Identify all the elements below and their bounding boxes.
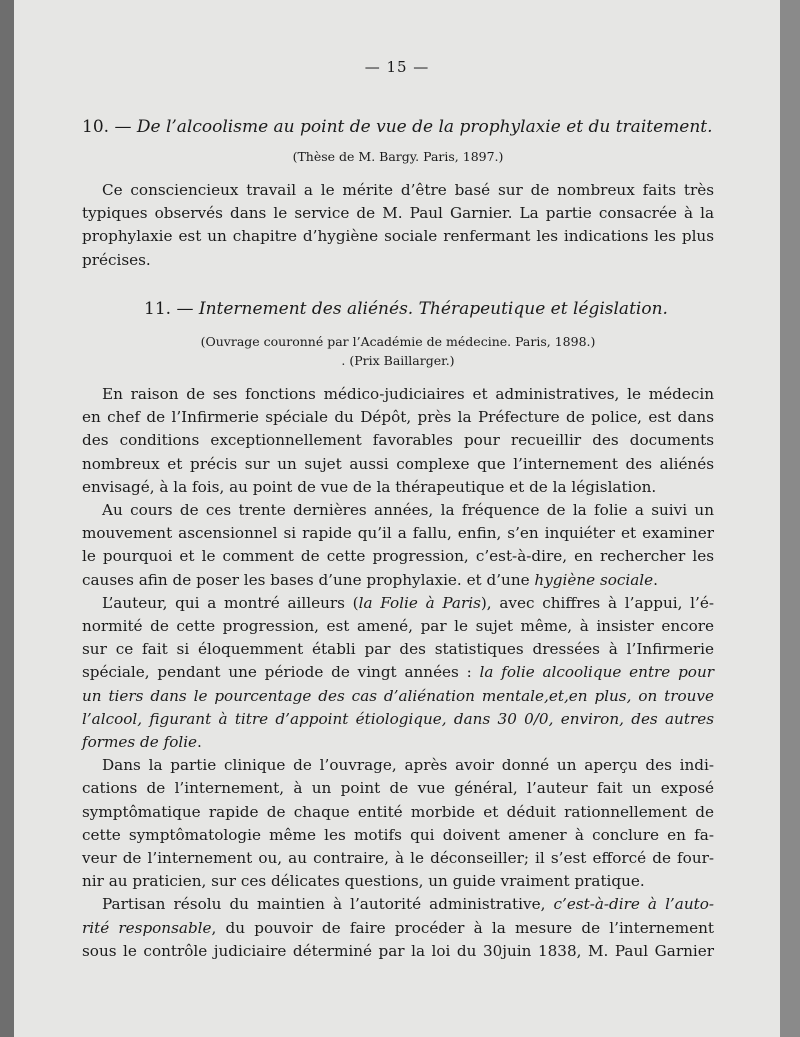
section-11-body: [82, 383, 714, 963]
text-line: l’alcool, figurant à titre d’appoint étiologique, dans 30 0/0, environ, des autres: [82, 709, 714, 728]
section-10-title: — De l’alcoolisme au point de vue de la prophylaxie et du traitement.: [114, 117, 713, 137]
text-line: veur de l’internement ou, au contraire, à le déconseiller; il s’est efforcé de four-: [82, 849, 714, 868]
text-line: le pourquoi et le comment de cette progression, c’est-à-dire, en rechercher les: [82, 547, 714, 566]
text-line: Ce consciencieux travail a le mérite d’être basé sur de nombreux faits très: [102, 181, 714, 199]
text-run: , du pouvoir de faire procéder à la mesure de l’internement: [211, 918, 714, 937]
text-line: mouvement ascensionnel si rapide qu’il a fallu, enfin, s’en inquiéter et examiner: [82, 524, 714, 543]
section-11-note-2: . (Prix Baillarger.): [341, 353, 455, 368]
italic-phrase: la folie alcoolique entre pour: [479, 663, 714, 682]
section-10-heading: [82, 116, 714, 138]
text-line: des conditions exceptionnellement favorables pour recueillir des documents: [82, 431, 714, 450]
document-page: [14, 0, 780, 1037]
text-run: L’auteur, qui a montré ailleurs (: [102, 593, 359, 612]
text-run: Partisan résolu du maintien à l’autorité administrative,: [102, 895, 554, 914]
text-run: causes afin de poser les bases d’une prophylaxie. et d’une: [82, 570, 535, 589]
text-line: Au cours de ces trente dernières années, la fréquence de la folie a suivi un: [102, 501, 714, 520]
text-line: typiques observés dans le service de M. Paul Garnier. La partie consacrée à la: [82, 204, 714, 223]
text-line: prophylaxie est un chapitre d’hygiène sociale renfermant les indications les plus: [82, 227, 714, 246]
text-line: Dans la partie clinique de l’ouvrage, après avoir donné un aperçu des indi-: [102, 756, 714, 775]
text-line: en chef de l’Infirmerie spéciale du Dépôt, près la Préfecture de police, est dans: [82, 408, 714, 427]
text-line: [82, 661, 714, 684]
section-11-title: — Internement des aliénés. Thérapeutique et législation.: [176, 299, 668, 319]
text-line: nir au praticien, sur ces délicates questions, un guide vraiment pratique.: [82, 872, 645, 891]
text-line: [82, 569, 714, 592]
text-run: spéciale, pendant une période de vingt années :: [82, 663, 480, 682]
text-run: ), avec chiffres à l’appui, l’é-: [480, 593, 714, 612]
section-11-number: 11.: [144, 299, 172, 319]
text-line: sur ce fait si éloquemment établi par des statistiques dressées à l’Infirmerie: [82, 640, 714, 659]
text-line: [82, 893, 714, 916]
section-10-note: (Thèse de M. Bargy. Paris, 1897.): [292, 149, 504, 164]
text-line: cette symptômatologie même les motifs qui doivent amener à conclure en fa-: [82, 825, 714, 844]
italic-phrase: c’est-à-dire à l’auto-: [553, 895, 714, 914]
section-11-note-1: (Ouvrage couronné par l’Académie de médecine. Paris, 1898.): [200, 334, 596, 349]
section-11-heading: [82, 298, 714, 320]
italic-phrase: formes de folie: [82, 733, 198, 752]
italic-phrase: hygiène sociale: [534, 570, 654, 589]
text-line: [82, 731, 714, 754]
text-run: .: [197, 733, 202, 752]
text-line: envisagé, à la fois, au point de vue de la thérapeutique et de la législation.: [82, 477, 657, 496]
text-line: un tiers dans le pourcentage des cas d’aliénation mentale,et,en plus, on trouve: [82, 686, 714, 705]
text-line: cations de l’internement, à un point de vue général, l’auteur fait un exposé: [82, 779, 714, 798]
text-run: .: [653, 570, 658, 589]
text-line: précises.: [82, 250, 151, 269]
section-10-number: 10.: [82, 117, 110, 137]
italic-phrase: rité responsable: [82, 918, 212, 937]
text-line: sous le contrôle judiciaire déterminé par la loi du 30juin 1838, M. Paul Garnier: [82, 941, 714, 960]
page-number: — 15 —: [364, 58, 430, 76]
text-line: En raison de ses fonctions médico-judiciaires et administratives, le médecin: [102, 385, 714, 403]
text-line: [82, 592, 714, 615]
text-line: normité de cette progression, est amené, par le sujet même, à insister encore: [82, 617, 714, 636]
text-line: symptômatique rapide de chaque entité morbide et déduit rationnellement de: [82, 802, 714, 821]
page-edge-shadow: [780, 0, 800, 1037]
text-line: nombreux et précis sur un sujet aussi complexe que l’internement des aliénés: [82, 454, 714, 473]
section-10-paragraph: [82, 179, 714, 272]
text-line: [82, 917, 714, 940]
italic-phrase: la Folie à Paris: [358, 593, 481, 612]
